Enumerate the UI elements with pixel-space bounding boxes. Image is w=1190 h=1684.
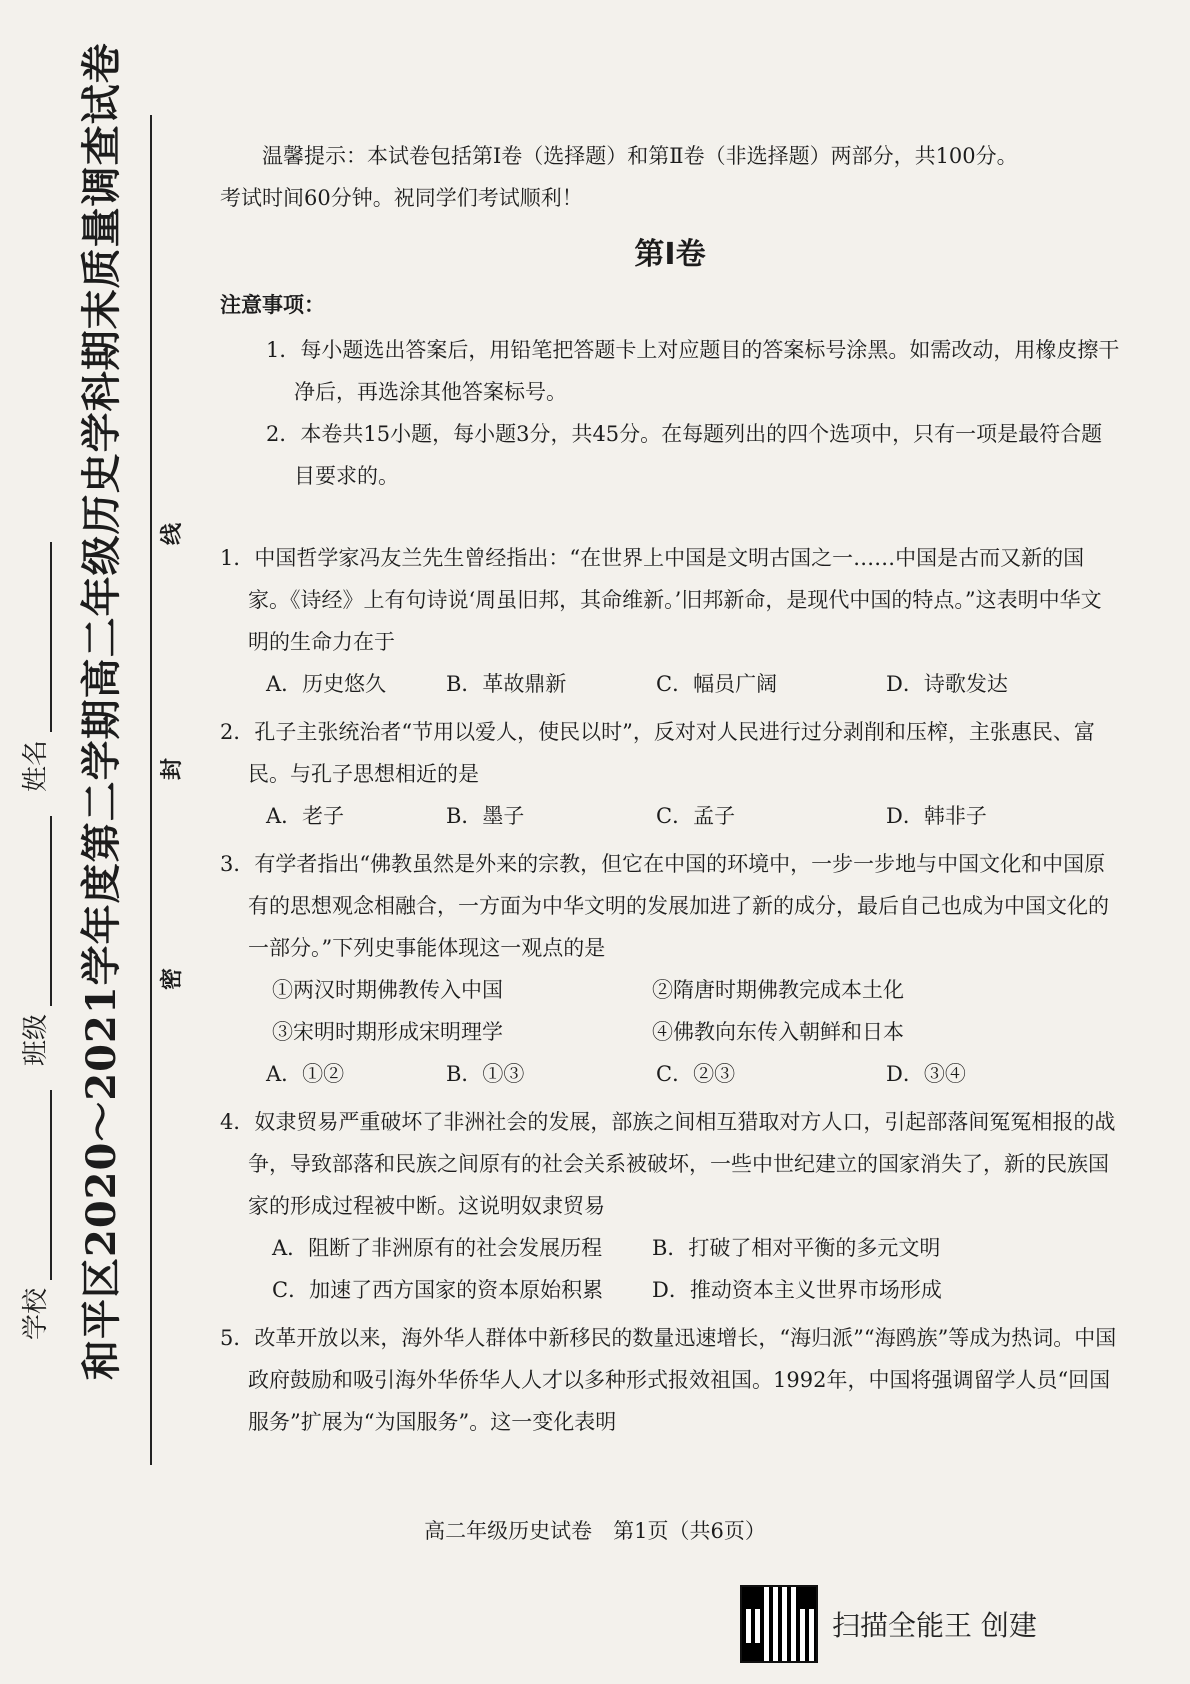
q1-option-d[interactable]: D．诗歌发达 [886,672,1008,696]
q3-option-d[interactable]: D．③④ [886,1062,966,1086]
question-1-options [266,663,1120,705]
q3-sub-item-3: ③宋明时期形成宋明理学 [272,1020,503,1044]
q3-option-c[interactable]: C．②③ [656,1062,736,1086]
q2-option-b[interactable]: B．墨子 [446,804,525,828]
notice-item-1: 1．每小题选出答案后，用铅笔把答题卡上对应题目的答案标号涂黑。如需改动，用橡皮擦干净后，再选涂其他答案标号。 [266,338,1120,404]
q4-option-c[interactable]: C．加速了西方国家的资本原始积累 [272,1278,604,1302]
section-title: 第Ⅰ卷 [634,237,706,272]
q2-option-c[interactable]: C．孟子 [656,804,736,828]
question-3-stem: 3．有学者指出“佛教虽然是外来的宗教，但它在中国的环境中，一步一步地与中国文化和中国原有的思想观念相融合，一方面为中华文明的发展加进了新的成分，最后自己也成为中国文化的一部分。”下列史事能体现这一观点的是 [220,852,1109,960]
question-2-options [266,795,1120,837]
school-field[interactable] [15,1090,52,1340]
question-1-stem: 1．中国哲学家冯友兰先生曾经指出：“在世界上中国是文明古国之一……中国是古而又新的国家。《诗经》上有句诗说‘周虽旧邦，其命维新。’旧邦新命，是现代中国的特点。”这表明中华文明的生命力在于 [220,546,1102,654]
q3-option-a[interactable]: A．①② [266,1062,345,1086]
question-5-stem: 5．改革开放以来，海外华人群体中新移民的数量迅速增长，“海归派”“海鸥族”等成为热词。中国政府鼓励和吸引海外华侨华人人才以多种形式报效祖国。1992年，中国将强调留学人员“回国服务”扩展为“为国服务”。这一变化表明 [220,1326,1117,1434]
q4-option-a[interactable]: A．阻断了非洲原有的社会发展历程 [272,1236,603,1260]
tip-line-1: 温馨提示：本试卷包括第Ⅰ卷（选择题）和第Ⅱ卷（非选择题）两部分，共100分。 [262,144,1018,168]
name-label: 姓名 [21,739,51,792]
q1-option-b[interactable]: B．革故鼎新 [446,672,567,696]
q2-option-a[interactable]: A．老子 [266,804,345,828]
question-2-stem: 2．孔子主张统治者“节用以爱人，使民以时”，反对对人民进行过分剥削和压榨，主张惠民、富民。与孔子思想相近的是 [220,720,1095,786]
q3-sub-item-4: ④佛教向东传入朝鲜和日本 [652,1020,904,1044]
q2-option-d[interactable]: D．韩非子 [886,804,987,828]
page-footer: 高二年级历史试卷 第1页（共6页） [424,1519,766,1543]
q3-option-b[interactable]: B．①③ [446,1062,525,1086]
notice-item-2: 2．本卷共15小题，每小题3分，共45分。在每题列出的四个选项中，只有一项是最符合题目要求的。 [266,422,1103,488]
scanner-watermark [740,1585,1037,1663]
q3-sub-item-1: ①两汉时期佛教传入中国 [272,978,503,1002]
q1-option-a[interactable]: A．历史悠久 [266,672,387,696]
exam-vertical-title: 和平区2020～2021学年度第二学期高二年级历史学科期末质量调查试卷 [78,42,125,1380]
scanner-text: 扫描全能王 创建 [832,1609,1037,1642]
seal-mark-seal: 封 [159,757,185,780]
school-label: 学校 [21,1287,51,1340]
q4-option-b[interactable]: B．打破了相对平衡的多元文明 [652,1236,941,1260]
name-field[interactable] [15,542,52,792]
seal-mark-line: 线 [159,522,185,545]
question-3-sub-items [272,969,1120,1053]
seal-mark-secret: 密 [159,967,185,990]
q4-option-d[interactable]: D．推动资本主义世界市场形成 [652,1278,942,1302]
class-label: 班级 [21,1013,51,1066]
student-info-fields [15,518,52,1340]
q3-sub-item-2: ②隋唐时期佛教完成本土化 [652,978,904,1002]
main-content [220,135,1120,1443]
question-3-options [266,1053,1120,1095]
question-4-options [272,1227,1120,1311]
qr-code-icon [740,1585,818,1663]
binding-line [150,115,152,1465]
notice-heading: 注意事项： [220,292,325,317]
class-field[interactable] [15,816,52,1066]
q1-option-c[interactable]: C．幅员广阔 [656,672,778,696]
question-4-stem: 4．奴隶贸易严重破坏了非洲社会的发展，部族之间相互猎取对方人口，引起部落间冤冤相报的战争，导致部落和民族之间原有的社会关系被破坏，一些中世纪建立的国家消失了，新的民族国家的形成过程被中断。这说明奴隶贸易 [220,1110,1116,1218]
tip-line-2: 考试时间60分钟。祝同学们考试顺利！ [220,186,583,210]
